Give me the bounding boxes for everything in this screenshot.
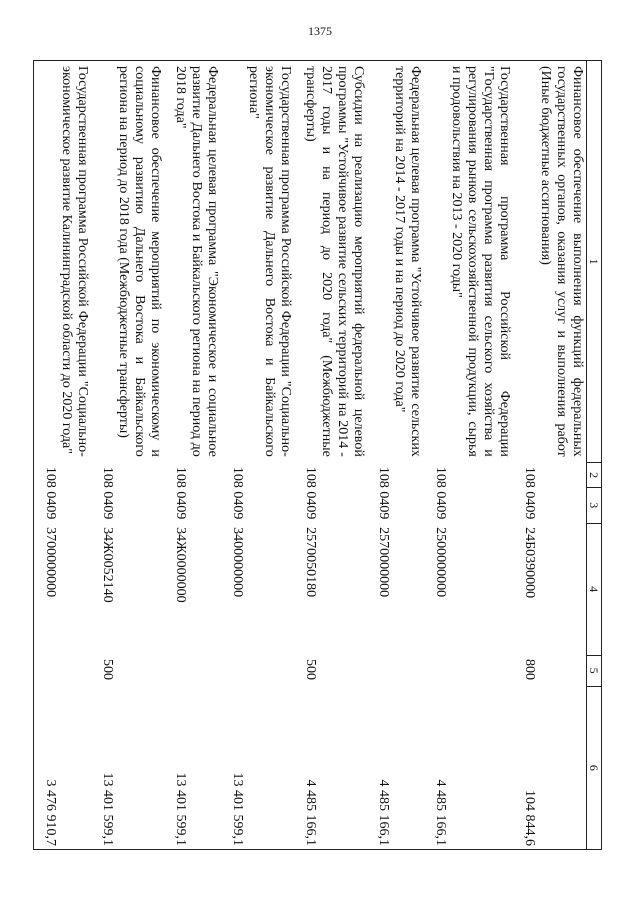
header-col-5: 5 <box>587 655 602 686</box>
row-col-6: 13 401 599,1 <box>164 686 221 849</box>
row-col-5 <box>221 655 294 686</box>
row-col-2: 108 <box>522 466 537 488</box>
row-col-6: 13 401 599,1 <box>221 686 294 849</box>
row-col-4: 3400000000 <box>230 527 245 598</box>
row-col-5 <box>34 655 92 686</box>
row-name: Субсидии на реализацию мероприятий федеральной целевой программы "Устойчивое развитие сельских территорий на 2014 - 2017 годы и на период до 2020 года" (Межбюджетные трансферты) <box>294 61 367 463</box>
row-col-3: 0409 <box>303 491 318 520</box>
table-row <box>164 61 221 850</box>
header-col-4: 4 <box>587 523 602 655</box>
row-col-4: 24Б0390000 <box>522 527 537 599</box>
table-row <box>221 61 294 850</box>
header-col-2: 2 <box>587 463 602 488</box>
row-name: Государственная программа Российской Федерации "Социально-экономическое развитие Калининградской области до 2020 года" <box>34 61 92 463</box>
row-name: Федеральная целевая программа "Устойчивое развитие сельских территорий на 2014 - 2017 годы и на период до 2020 года" <box>367 61 424 463</box>
table-row <box>367 61 424 850</box>
row-col-2: 108 <box>433 466 448 488</box>
table-row <box>91 61 164 850</box>
rotated-table-container <box>43 60 602 850</box>
row-col-6: 13 401 599,1 <box>91 686 164 849</box>
row-col-6: 4 485 166,1 <box>294 686 367 849</box>
table-row <box>513 61 587 850</box>
header-col-3: 3 <box>587 487 602 523</box>
row-col-2: 108 <box>230 466 245 488</box>
row-col-5 <box>164 655 221 686</box>
row-col-2: 108 <box>34 463 92 488</box>
row-col-3: 0409 <box>230 491 245 520</box>
row-col-5 <box>424 655 513 686</box>
table-row <box>424 61 513 850</box>
budget-table <box>33 60 602 850</box>
row-col-2: 108 <box>303 466 318 488</box>
row-col-6: 3 476 910,7 <box>34 686 92 849</box>
row-col-4: 34Ж0052140 <box>100 527 115 603</box>
row-col-4: 34Ж0000000 <box>173 527 188 603</box>
row-col-4: 2570050180 <box>303 527 318 598</box>
row-col-6: 104 844,6 <box>513 686 587 849</box>
row-col-5: 500 <box>100 659 115 680</box>
row-col-3: 0409 <box>173 491 188 520</box>
row-col-5 <box>367 655 424 686</box>
header-col-1: 1 <box>587 61 602 463</box>
row-col-3: 0409 <box>376 491 391 520</box>
row-name: Государственная программа Российской Федерации "Социально-экономическое развитие Дальнего Востока и Байкальского региона" <box>221 61 294 463</box>
row-name: Государственная программа Российской Федерации "Государственная программа развития сельского хозяйства и регулирования рынков сельскохозяйственной продукции, сырья и продовольствия на 2013 - 2020 годы" <box>424 61 513 463</box>
header-col-6: 6 <box>587 686 602 849</box>
row-col-3: 0409 <box>522 491 537 520</box>
row-col-3: 0409 <box>100 491 115 520</box>
row-col-4: 2500000000 <box>433 527 448 598</box>
row-col-6: 4 485 166,1 <box>367 686 424 849</box>
row-col-4: 3700000000 <box>34 523 92 655</box>
row-col-3: 0409 <box>34 487 92 523</box>
row-col-2: 108 <box>100 466 115 488</box>
row-name: Финансовое обеспечение выполнения функций федеральных государственных органов, оказания услуг и выполнения работ (Иные бюджетные ассигнования) <box>513 61 587 463</box>
page-number: 1375 <box>308 24 332 38</box>
table-row <box>34 61 92 850</box>
row-col-5: 500 <box>303 659 318 680</box>
row-col-4: 2570000000 <box>376 527 391 598</box>
header-row <box>587 61 602 850</box>
row-col-6: 4 485 166,1 <box>424 686 513 849</box>
row-col-5: 800 <box>522 659 537 680</box>
row-col-2: 108 <box>376 466 391 488</box>
table-row <box>294 61 367 850</box>
row-name: Федеральная целевая программа "Экономическое и социальное развитие Дальнего Востока и Байкальского региона на период до 2018 года" <box>164 61 221 463</box>
row-col-2: 108 <box>173 466 188 488</box>
row-col-3: 0409 <box>433 491 448 520</box>
row-name: Финансовое обеспечение мероприятий по экономическому и социальному развитию Дальнего Востока и Байкальского региона на период до 2018 года (Межбюджетные трансферты) <box>91 61 164 463</box>
